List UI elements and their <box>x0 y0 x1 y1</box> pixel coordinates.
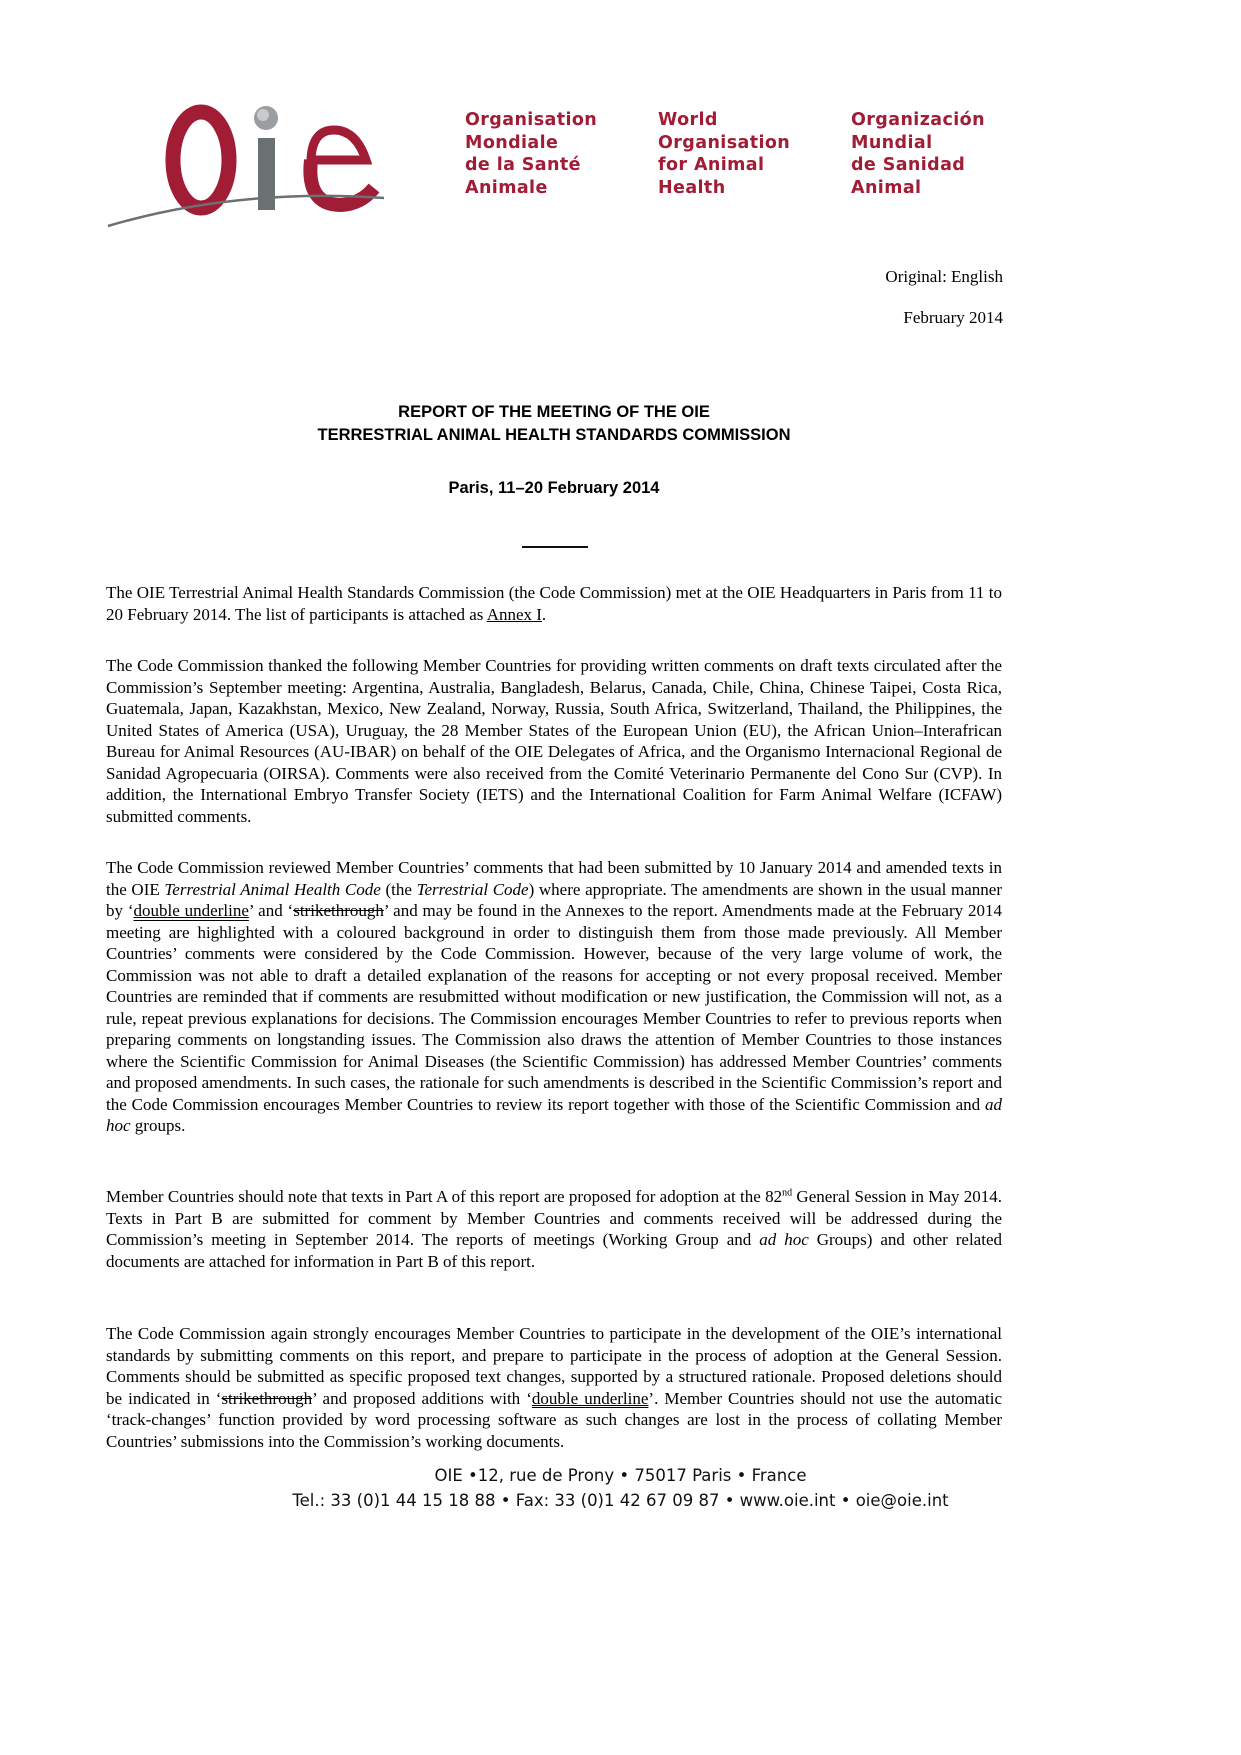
org-name-english <box>658 109 790 199</box>
org-name-french <box>465 109 597 199</box>
paragraph-text: Groups) and other related documents are attached for information in Part B of this report. <box>106 1230 1002 1271</box>
code-title-italic: Terrestrial Animal Health Code <box>164 879 381 899</box>
footer-contact: Tel.: 33 (0)1 44 15 18 88 • Fax: 33 (0)1 42 67 09 87 • www.oie.int • oie@oie.int <box>292 1491 949 1510</box>
org-name-line: de la Santé <box>465 155 581 175</box>
org-name-line: for Animal <box>658 155 765 175</box>
paragraph-text: The Code Commission again strongly encourages Member Countries to participate in the development of the OIE’s international standards by submitting comments on this report, and prepare to participate in the process of adoption at the General Session. Comments should be submitted as specific proposed text changes, supported by a structured rationale. Proposed deletions should be indicated in ‘ <box>106 1324 1002 1408</box>
report-title-line-1: REPORT OF THE MEETING OF THE OIE <box>398 403 710 421</box>
org-name-line: Health <box>658 177 726 198</box>
annex-i-link[interactable]: Annex I <box>486 604 542 624</box>
org-name-line: Organización <box>851 110 985 130</box>
paragraph-parts <box>106 1186 1002 1272</box>
org-name-line: Mondiale <box>465 132 559 153</box>
code-short-title-italic: Terrestrial Code <box>416 879 529 899</box>
org-name-line: Animal <box>851 177 922 198</box>
ad-hoc-italic: ad hoc <box>759 1230 809 1249</box>
org-name-line: Animale <box>465 177 548 198</box>
paragraph-text: . <box>541 604 547 624</box>
meeting-location-date: Paris, 11–20 February 2014 <box>448 479 660 497</box>
paragraph-text: (the <box>380 879 417 899</box>
paragraph-text: General Session in May 2014. Texts in Part B are submitted for comment by Member Countries and comments received will be addressed during the Commission’s meeting in September 2014. The reports of meetings (Working Group and <box>106 1187 1003 1249</box>
ad-hoc-italic: ad hoc <box>106 1094 1002 1135</box>
paragraph-text: ’ and proposed additions with ‘ <box>312 1388 532 1408</box>
paragraph-review <box>106 857 1002 1137</box>
double-underline-example: double underline <box>531 1388 649 1408</box>
paragraph-encouragement <box>106 1323 1002 1452</box>
org-name-line: Mundial <box>851 132 933 153</box>
paragraph-member-comments: The Code Commission thanked the following Member Countries for providing written comments on draft texts circulated after the Commission’s September meeting: Argentina, Australia, Bangladesh, Belarus, Canada, Chile, China, Chinese Taipei, Costa Rica, Guatemala, Japan, Kazakhstan, Mexico, New Zealand, Norway, Russia, South Africa, Switzerland, Thailand, the Philippines, the United States of America (USA), Uruguay, the 28 Member States of the European Union (EU), the African Union–Interafrican Bureau for Animal Resources (AU-IBAR) on behalf of the OIE Delegates of Africa, and the Organismo Internacional Regional de Sanidad Agropecuaria (OIRSA). Comments were also received from the Comité Veterinario Permanente del Cono Sur (CVP). In addition, the International Embryo Transfer Society (IETS) and the International Coalition for Farm Animal Welfare (ICFAW) submitted comments. <box>106 656 1002 826</box>
paragraph-text: The OIE Terrestrial Animal Health Standards Commission (the Code Commission) met at the OIE Headquarters in Paris from 11 to 20 February 2014. The list of participants is attached as <box>106 583 1002 624</box>
paragraph-text: ’ and may be found in the Annexes to the report. Amendments made at the February 2014 meeting are highlighted with a coloured background in order to distinguish them from those made previously. All Member Countries’ comments were considered by the Code Commission. However, because of the very large volume of work, the Commission was not able to draft a detailed explanation of the reasons for accepting or not every proposal received. Member Countries are reminded that if comments are resubmitted without modification or new justification, the Commission will not, as a rule, repeat previous explanations for decisions. The Commission encourages Member Countries to refer to previous reports when preparing comments on longstanding issues. The Commission also draws the attention of Member Countries to those instances where the Scientific Commission for Animal Diseases (the Scientific Commission) has addressed Member Countries’ comments and proposed amendments. In such cases, the rationale for such amendments is described in the Scientific Commission’s report and the Code Commission encourages Member Countries to review its report together with those of the Scientific Commission and <box>106 901 1002 1114</box>
org-name-line: de Sanidad <box>851 155 966 175</box>
ordinal-superscript: nd <box>782 1187 793 1199</box>
strikethrough-example: strikethrough <box>221 1388 313 1408</box>
org-name-line: Organisation <box>465 110 598 130</box>
org-name-line: Organisation <box>658 132 791 153</box>
original-language: Original: English <box>885 267 1003 286</box>
paragraph-text: ’ and ‘ <box>248 901 294 920</box>
oie-logo <box>106 100 386 235</box>
paragraph-text: groups. <box>130 1116 186 1135</box>
report-title-line-2: TERRESTRIAL ANIMAL HEALTH STANDARDS COMMISSION <box>317 426 791 444</box>
paragraph-text: ) where appropriate. The amendments are shown in the usual manner by ‘ <box>106 879 1003 920</box>
org-name-spanish <box>851 109 985 199</box>
strikethrough-example: strikethrough <box>293 901 384 920</box>
double-underline-example: double underline <box>133 901 249 920</box>
paragraph-text: The Code Commission reviewed Member Countries’ comments that had been submitted by 10 January 2014 and amended texts in the OIE <box>106 858 1002 899</box>
footer-address: OIE •12, rue de Prony • 75017 Paris • France <box>434 1466 807 1485</box>
title-separator <box>522 546 588 548</box>
document-date: February 2014 <box>903 308 1003 327</box>
paragraph-intro <box>106 582 1002 625</box>
org-name-line: World <box>658 110 718 130</box>
paragraph-text: Member Countries should note that texts in Part A of this report are proposed for adoption at the 82 <box>106 1187 783 1206</box>
paragraph-text: ’. Member Countries should not use the automatic ‘track-changes’ function provided by word processing software as such changes are lost in the process of collating Member Countries’ submissions into the Commission’s working documents. <box>106 1388 1002 1451</box>
oie-logo-graphic <box>106 100 386 235</box>
